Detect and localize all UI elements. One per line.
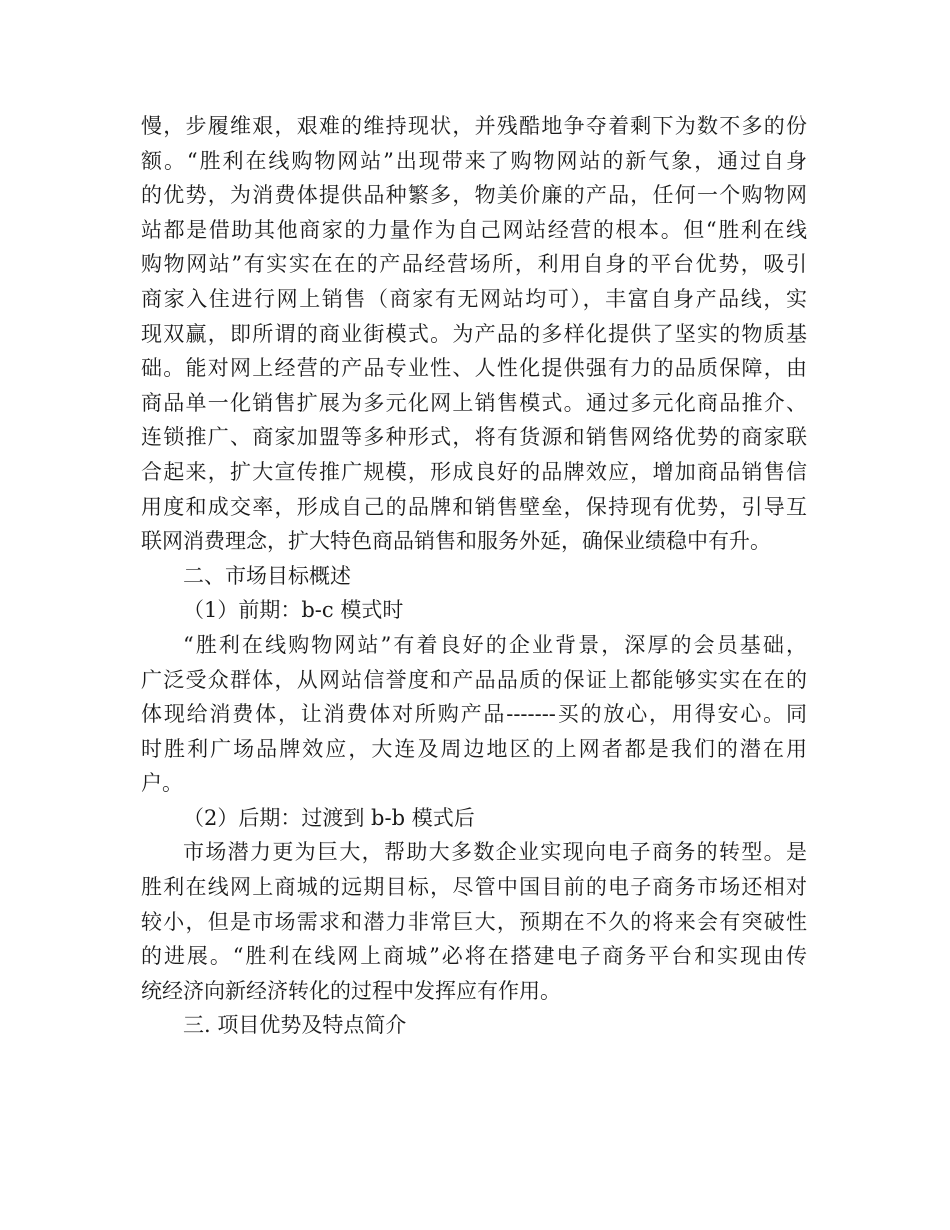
paragraph-line: 现双赢，即所谓的商业街模式。为产品的多样化提供了坚实的物质基 [141, 321, 807, 346]
paragraph-line: 时胜利广场品牌效应，大连及周边地区的上网者都是我们的潜在用 [141, 736, 807, 761]
paragraph-line: 站都是借助其他商家的力量作为自己网站经营的根本。但“胜利在线 [141, 217, 807, 242]
paragraph-line: 的优势，为消费体提供品种繁多，物美价廉的产品，任何一个购物网 [141, 183, 807, 208]
paragraph-line: 购物网站”有实实在在的产品经营场所，利用自身的平台优势，吸引 [141, 252, 807, 277]
section-heading: 三. 项目优势及特点简介 [183, 1013, 407, 1038]
paragraph-line: 额。“胜利在线购物网站”出现带来了购物网站的新气象，通过自身 [141, 148, 807, 173]
paragraph-line: 户。 [141, 771, 183, 796]
paragraph-line: 商品单一化销售扩展为多元化网上销售模式。通过多元化商品推介、 [141, 390, 807, 415]
paragraph-line: 体现给消费体，让消费体对所购产品-------买的放心，用得安心。同 [141, 702, 807, 727]
paragraph-line: 较小，但是市场需求和潜力非常巨大，预期在不久的将来会有突破性 [141, 909, 807, 934]
paragraph-line: 商家入住进行网上销售（商家有无网站均可），丰富自身产品线，实 [141, 286, 807, 311]
paragraph-line: 础。能对网上经营的产品专业性、人性化提供强有力的品质保障，由 [141, 356, 807, 381]
paragraph-line: 合起来，扩大宣传推广规模，形成良好的品牌效应，增加商品销售信 [141, 459, 807, 484]
paragraph-line: 连锁推广、商家加盟等多种形式，将有货源和销售网络优势的商家联 [141, 425, 807, 450]
paragraph-line: “胜利在线购物网站”有着良好的企业背景，深厚的会员基础， [183, 632, 807, 657]
paragraph-line: 联网消费理念，扩大特色商品销售和服务外延，确保业绩稳中有升。 [141, 529, 771, 554]
paragraph-line: 胜利在线网上商城的远期目标，尽管中国目前的电子商务市场还相对 [141, 875, 807, 900]
subsection-heading: （1）前期：b-c 模式时 [183, 598, 404, 623]
document-body [141, 109, 807, 1043]
section-heading: 二、市场目标概述 [183, 563, 351, 588]
paragraph-line: 市场潜力更为巨大，帮助大多数企业实现向电子商务的转型。是 [183, 840, 807, 865]
paragraph-line: 的进展。“胜利在线网上商城”必将在搭建电子商务平台和实现由传 [141, 944, 807, 969]
paragraph-line: 统经济向新经济转化的过程中发挥应有作用。 [141, 978, 561, 1003]
paragraph-line: 用度和成交率，形成自己的品牌和销售壁垒，保持现有优势，引导互 [141, 494, 807, 519]
paragraph-line: 慢，步履维艰，艰难的维持现状，并残酷地争夺着剩下为数不多的份 [141, 114, 807, 138]
subsection-heading: （2）后期：过渡到 b-b 模式后 [183, 805, 475, 830]
paragraph-line: 广泛受众群体，从网站信誉度和产品品质的保证上都能够实实在在的 [141, 667, 807, 692]
